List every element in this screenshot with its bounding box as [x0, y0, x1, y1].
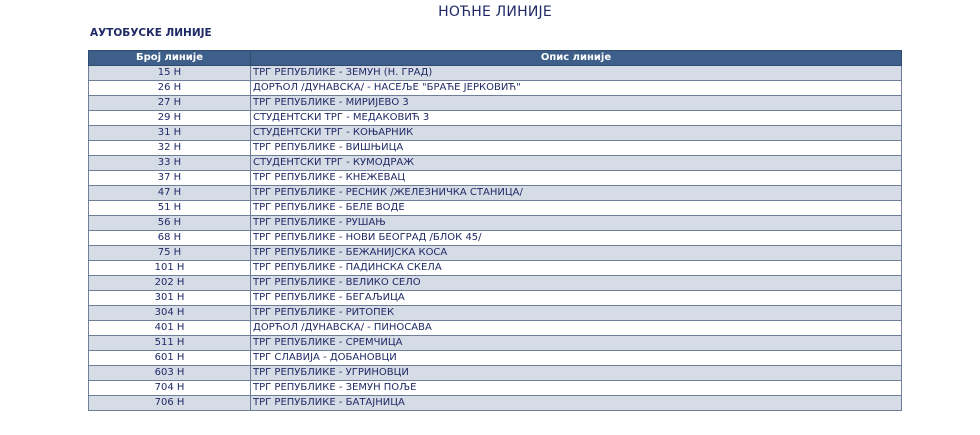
line-description-cell: ТРГ СЛАВИЈА - ДОБАНОВЦИ — [251, 351, 902, 366]
table-row — [89, 186, 902, 201]
line-number-cell: 27 Н — [89, 96, 251, 111]
line-number-cell: 75 Н — [89, 246, 251, 261]
line-description-cell: ДОРЋОЛ /ДУНАВСКА/ - НАСЕЉЕ "БРАЋЕ ЈЕРКОВИЋ" — [251, 81, 902, 96]
table-row — [89, 81, 902, 96]
line-description-cell: ТРГ РЕПУБЛИКЕ - НОВИ БЕОГРАД /БЛОК 45/ — [251, 231, 902, 246]
line-number-cell: 47 Н — [89, 186, 251, 201]
section-title: АУТОБУСКЕ ЛИНИЈЕ — [90, 27, 212, 39]
line-description-cell: ТРГ РЕПУБЛИКЕ - РЕСНИК /ЖЕЛЕЗНИЧКА СТАНИЦА/ — [251, 186, 902, 201]
line-number-cell: 68 Н — [89, 231, 251, 246]
table-row — [89, 96, 902, 111]
table-row — [89, 366, 902, 381]
line-description-cell: ТРГ РЕПУБЛИКЕ - БЕГАЉИЦА — [251, 291, 902, 306]
line-description-cell: СТУДЕНТСКИ ТРГ - КОЊАРНИК — [251, 126, 902, 141]
table-row — [89, 261, 902, 276]
table-row — [89, 126, 902, 141]
line-number-cell: 301 Н — [89, 291, 251, 306]
line-description-cell: ТРГ РЕПУБЛИКЕ - ВИШЊИЦА — [251, 141, 902, 156]
line-number-cell: 15 Н — [89, 66, 251, 81]
table-row — [89, 276, 902, 291]
table-row — [89, 291, 902, 306]
line-description-cell: СТУДЕНТСКИ ТРГ - МЕДАКОВИЋ 3 — [251, 111, 902, 126]
line-description-cell: ТРГ РЕПУБЛИКЕ - ВЕЛИКО СЕЛО — [251, 276, 902, 291]
line-number-cell: 704 Н — [89, 381, 251, 396]
table-row — [89, 306, 902, 321]
line-description-cell: ТРГ РЕПУБЛИКЕ - РИТОПЕК — [251, 306, 902, 321]
table-row — [89, 231, 902, 246]
line-number-cell: 101 Н — [89, 261, 251, 276]
table-row — [89, 351, 902, 366]
table-row — [89, 66, 902, 81]
line-number-cell: 601 Н — [89, 351, 251, 366]
table-row — [89, 396, 902, 411]
line-number-cell: 202 Н — [89, 276, 251, 291]
line-description-cell: ТРГ РЕПУБЛИКЕ - МИРИЈЕВО 3 — [251, 96, 902, 111]
line-number-cell: 29 Н — [89, 111, 251, 126]
line-description-cell: ТРГ РЕПУБЛИКЕ - СРЕМЧИЦА — [251, 336, 902, 351]
line-description-cell: ТРГ РЕПУБЛИКЕ - ЗЕМУН (Н. ГРАД) — [251, 66, 902, 81]
line-number-cell: 26 Н — [89, 81, 251, 96]
line-number-cell: 56 Н — [89, 216, 251, 231]
line-number-cell: 37 Н — [89, 171, 251, 186]
table-row — [89, 156, 902, 171]
line-description-cell: ТРГ РЕПУБЛИКЕ - КНЕЖЕВАЦ — [251, 171, 902, 186]
line-number-cell: 401 Н — [89, 321, 251, 336]
line-number-cell: 511 Н — [89, 336, 251, 351]
table-row — [89, 171, 902, 186]
column-header-line-description: Опис линије — [251, 51, 902, 66]
line-number-cell: 304 Н — [89, 306, 251, 321]
line-number-cell: 31 Н — [89, 126, 251, 141]
line-number-cell: 33 Н — [89, 156, 251, 171]
line-number-cell: 603 Н — [89, 366, 251, 381]
line-number-cell: 32 Н — [89, 141, 251, 156]
line-description-cell: СТУДЕНТСКИ ТРГ - КУМОДРАЖ — [251, 156, 902, 171]
page-title: НОЋНЕ ЛИНИЈЕ — [438, 4, 552, 20]
night-lines-table — [88, 50, 902, 411]
table-header-row — [89, 51, 902, 66]
table-row — [89, 336, 902, 351]
table-row — [89, 321, 902, 336]
line-description-cell: ТРГ РЕПУБЛИКЕ - УГРИНОВЦИ — [251, 366, 902, 381]
line-description-cell: ТРГ РЕПУБЛИКЕ - ЗЕМУН ПОЉЕ — [251, 381, 902, 396]
table-row — [89, 216, 902, 231]
line-description-cell: ТРГ РЕПУБЛИКЕ - РУШАЊ — [251, 216, 902, 231]
column-header-line-number: Број линије — [89, 51, 251, 66]
line-description-cell: ДОРЋОЛ /ДУНАВСКА/ - ПИНОСАВА — [251, 321, 902, 336]
table-row — [89, 111, 902, 126]
table-row — [89, 246, 902, 261]
table-row — [89, 381, 902, 396]
line-description-cell: ТРГ РЕПУБЛИКЕ - ПАДИНСКА СКЕЛА — [251, 261, 902, 276]
table-row — [89, 141, 902, 156]
line-description-cell: ТРГ РЕПУБЛИКЕ - БАТАЈНИЦА — [251, 396, 902, 411]
line-number-cell: 706 Н — [89, 396, 251, 411]
line-description-cell: ТРГ РЕПУБЛИКЕ - БЕЖАНИЈСКА КОСА — [251, 246, 902, 261]
table-row — [89, 201, 902, 216]
line-description-cell: ТРГ РЕПУБЛИКЕ - БЕЛЕ ВОДЕ — [251, 201, 902, 216]
line-number-cell: 51 Н — [89, 201, 251, 216]
